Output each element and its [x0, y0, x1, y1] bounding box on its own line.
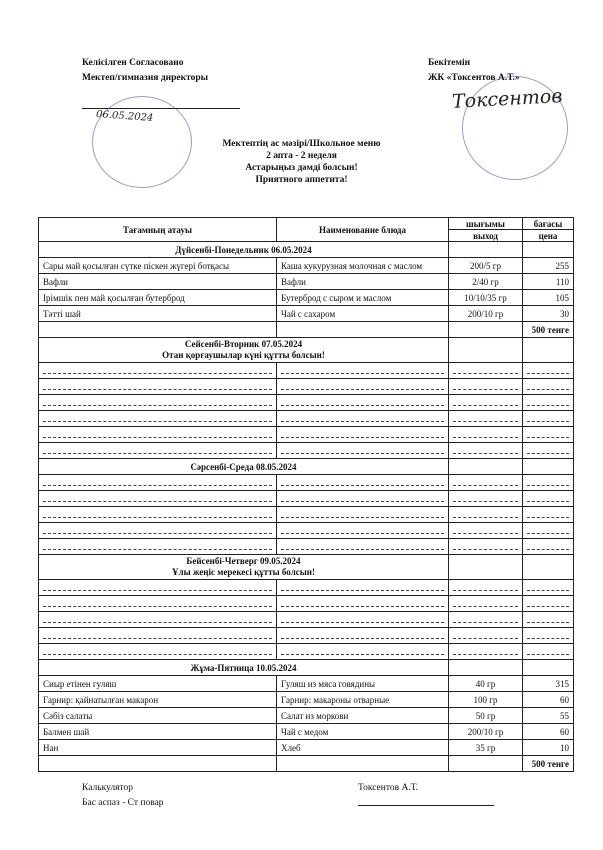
- dish-ru: Вафли: [277, 274, 449, 290]
- director-label: Мектеп/гимназия директоры: [82, 73, 209, 83]
- dish-output: 200/10 гр: [449, 306, 523, 322]
- dish-kz: Тәтті шай: [39, 306, 277, 322]
- signer-name: Токсентов А.Т.: [358, 783, 418, 793]
- col-header-output-kz: шығымы: [449, 218, 523, 230]
- approval-date: 06.05.2024: [95, 109, 154, 124]
- table-row: [39, 692, 574, 708]
- approve-label: Бекітемін: [428, 58, 471, 68]
- day-total-fri: 500 тенге: [523, 756, 574, 772]
- menu-week: 2 апта - 2 неделя: [266, 151, 337, 161]
- approver-signature: Токсентов: [451, 85, 563, 113]
- day-header-mon: Дүйсенбі-Понедельник 06.05.2024: [39, 242, 449, 258]
- dish-ru: Хлеб: [277, 740, 449, 756]
- day-header-thu: [39, 555, 449, 580]
- table-row: [39, 306, 574, 322]
- dish-output: 2/40 гр: [449, 274, 523, 290]
- dish-price: 60: [523, 724, 574, 740]
- dish-ru: Чай с сахаром: [277, 306, 449, 322]
- dish-price: 105: [523, 290, 574, 306]
- head-cook-label: Бас аспаз - Ст повар: [82, 798, 164, 808]
- greeting-ru: Приятного аппетита!: [255, 175, 348, 185]
- dish-kz: Вафли: [39, 274, 277, 290]
- day-label-thu: Бейсенбі-Четверг 09.05.2024: [186, 556, 301, 566]
- dish-ru: Салат из моркови: [277, 708, 449, 724]
- dish-ru: Каша кукурузная молочная с маслом: [277, 258, 449, 274]
- dish-price: 60: [523, 692, 574, 708]
- greeting-kz: Астарыңыз дәмді болсын!: [245, 163, 358, 173]
- dish-output: 35 гр: [449, 740, 523, 756]
- dish-price: 110: [523, 274, 574, 290]
- col-header-price-kz: бағасы: [523, 218, 574, 230]
- day-label-tue: Сейсенбі-Вторник 07.05.2024: [184, 339, 303, 349]
- col-header-ru: Наименование блюда: [277, 218, 449, 242]
- dish-ru: Чай с медом: [277, 724, 449, 740]
- menu-title: Мектептің ас мәзірі/Школьное меню: [222, 139, 381, 149]
- dish-output: 50 гр: [449, 708, 523, 724]
- dish-price: 10: [523, 740, 574, 756]
- day-total-mon: 500 тенге: [523, 322, 574, 338]
- dish-kz: Нан: [39, 740, 277, 756]
- table-row: [39, 274, 574, 290]
- dish-kz: Сиыр етінен гуляш: [39, 676, 277, 692]
- dish-kz: Гарнир: қайнатылған макарон: [39, 692, 277, 708]
- col-header-price-ru: цена: [523, 230, 574, 242]
- dish-kz: Сары май қосылған сүтке піскен жүгері ботқасы: [39, 258, 277, 274]
- day-header-tue: [39, 338, 449, 363]
- signature-line: [358, 805, 494, 806]
- dish-price: 315: [523, 676, 574, 692]
- dish-ru: Бутерброд с сыром и маслом: [277, 290, 449, 306]
- holiday-greeting-tue: Отан қорғаушылар күні құтты болсын!: [162, 350, 325, 360]
- dish-output: 200/10 гр: [449, 724, 523, 740]
- table-row: [39, 740, 574, 756]
- table-row: [39, 676, 574, 692]
- dish-output: 100 гр: [449, 692, 523, 708]
- dish-kz: Сәбіз салаты: [39, 708, 277, 724]
- dish-kz: Ірімшік пен май қосылған бутерброд: [39, 290, 277, 306]
- day-header-wed: Сәрсенбі-Среда 08.05.2024: [39, 459, 449, 475]
- col-header-output-ru: выход: [449, 230, 523, 242]
- dish-kz: Балмен шай: [39, 724, 277, 740]
- approver-name: ЖК «Токсентов А.Т.»: [428, 73, 520, 83]
- table-row: [39, 724, 574, 740]
- holiday-greeting-thu: Ұлы жеңіс мерекесі құтты болсын!: [172, 567, 315, 577]
- table-row: [39, 258, 574, 274]
- table-row: [39, 708, 574, 724]
- col-header-kz: Тағамның атауы: [39, 218, 277, 242]
- dish-price: 255: [523, 258, 574, 274]
- dish-output: 40 гр: [449, 676, 523, 692]
- table-row: [39, 290, 574, 306]
- dish-ru: Гуляш из мяса говядины: [277, 676, 449, 692]
- dish-price: 55: [523, 708, 574, 724]
- dish-price: 30: [523, 306, 574, 322]
- calculator-label: Калькулятор: [82, 783, 134, 793]
- dish-ru: Гарнир: макароны отварные: [277, 692, 449, 708]
- approval-label: Келісілген Согласовано: [82, 58, 184, 68]
- day-header-fri: Жұма-Пятница 10.05.2024: [39, 660, 449, 676]
- dish-output: 200/5 гр: [449, 258, 523, 274]
- menu-table: [38, 217, 574, 772]
- dish-output: 10/10/35 гр: [449, 290, 523, 306]
